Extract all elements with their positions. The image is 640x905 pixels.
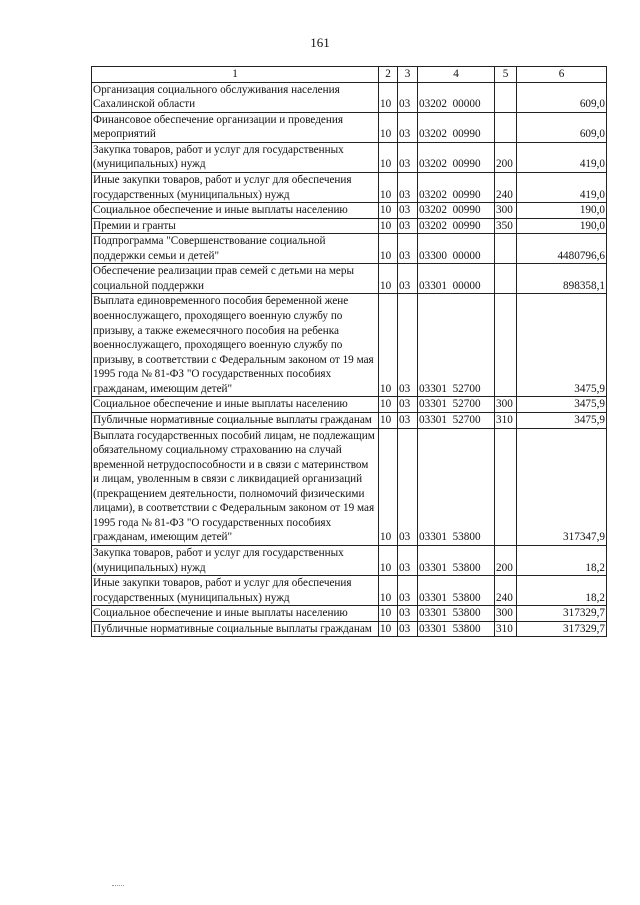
row-subsection-code: 03 [398,264,418,294]
row-section-code: 10 [379,621,398,637]
column-header: 4 [418,67,495,83]
row-expense-type-code: 240 [495,172,517,202]
row-amount: 190,0 [517,203,607,219]
row-amount: 317329,7 [517,621,607,637]
row-target-article-code: 03202 00990 [418,142,495,172]
row-target-article-code: 03301 53800 [418,546,495,576]
row-section-code: 10 [379,82,398,112]
table-row [92,218,607,234]
row-subsection-code: 03 [398,203,418,219]
row-amount: 317329,7 [517,606,607,622]
row-target-article-code: 03300 00000 [418,234,495,264]
row-description: Подпрограмма "Совершенствование социальной поддержки семьи и детей" [92,234,379,264]
row-target-article-code: 03301 00000 [418,264,495,294]
row-description: Обеспечение реализации прав семей с детьми на меры социальной поддержки [92,264,379,294]
table-row [92,172,607,202]
row-section-code: 10 [379,412,398,428]
row-amount: 609,0 [517,82,607,112]
row-subsection-code: 03 [398,428,418,546]
row-expense-type-code: 310 [495,412,517,428]
row-expense-type-code: 310 [495,621,517,637]
row-section-code: 10 [379,606,398,622]
row-section-code: 10 [379,218,398,234]
table-row [92,294,607,397]
row-target-article-code: 03202 00990 [418,172,495,202]
stray-mark [112,883,124,886]
row-expense-type-code [495,264,517,294]
table-row [92,397,607,413]
row-section-code: 10 [379,428,398,546]
row-subsection-code: 03 [398,412,418,428]
row-description: Публичные нормативные социальные выплаты гражданам [92,412,379,428]
row-target-article-code: 03301 52700 [418,397,495,413]
row-section-code: 10 [379,264,398,294]
row-section-code: 10 [379,142,398,172]
row-description: Финансовое обеспечение организации и проведения мероприятий [92,112,379,142]
row-expense-type-code: 200 [495,546,517,576]
row-amount: 4480796,6 [517,234,607,264]
row-subsection-code: 03 [398,172,418,202]
row-target-article-code: 03301 53800 [418,428,495,546]
table-row [92,428,607,546]
row-amount: 18,2 [517,546,607,576]
row-amount: 419,0 [517,172,607,202]
row-section-code: 10 [379,294,398,397]
row-target-article-code: 03202 00990 [418,112,495,142]
row-expense-type-code: 200 [495,142,517,172]
row-target-article-code: 03202 00000 [418,82,495,112]
row-target-article-code: 03301 53800 [418,576,495,606]
row-subsection-code: 03 [398,621,418,637]
row-description: Социальное обеспечение и иные выплаты населению [92,606,379,622]
row-subsection-code: 03 [398,218,418,234]
row-description: Выплата государственных пособий лицам, не подлежащим обязательному социальному страхованию на случай временной нетрудоспособности и в связи с материнством и лицам, уволенным в связи с ликвидацией организаций (прекращением деятельности, полномочий физическими лицами), в соответствии с Федеральным законом от 19 мая 1995 года № 81-ФЗ "О государственных пособиях гражданам, имеющим детей" [92,428,379,546]
table-row [92,606,607,622]
row-description: Иные закупки товаров, работ и услуг для обеспечения государственных (муниципальных) нужд [92,172,379,202]
column-header: 5 [495,67,517,83]
row-subsection-code: 03 [398,576,418,606]
table-row [92,203,607,219]
row-target-article-code: 03202 00990 [418,218,495,234]
row-section-code: 10 [379,172,398,202]
table-row [92,82,607,112]
row-target-article-code: 03301 52700 [418,294,495,397]
row-expense-type-code: 300 [495,606,517,622]
row-expense-type-code [495,428,517,546]
row-subsection-code: 03 [398,142,418,172]
row-target-article-code: 03202 00990 [418,203,495,219]
table-row [92,546,607,576]
table-row [92,112,607,142]
row-expense-type-code [495,112,517,142]
row-section-code: 10 [379,576,398,606]
row-amount: 419,0 [517,142,607,172]
row-subsection-code: 03 [398,82,418,112]
column-header: 6 [517,67,607,83]
row-amount: 18,2 [517,576,607,606]
row-description: Публичные нормативные социальные выплаты гражданам [92,621,379,637]
table-row [92,264,607,294]
row-section-code: 10 [379,546,398,576]
row-expense-type-code [495,294,517,397]
table-header-row [92,67,607,83]
row-expense-type-code [495,234,517,264]
row-description: Закупка товаров, работ и услуг для государственных (муниципальных) нужд [92,546,379,576]
table-row [92,621,607,637]
column-header: 3 [398,67,418,83]
row-expense-type-code: 300 [495,397,517,413]
row-description: Выплата единовременного пособия беременной жене военнослужащего, проходящего военную службу по призыву, а также ежемесячного пособия на ребенка военнослужащего, проходящего военную службу по призыву, в соответствии с Федеральным законом от 19 мая 1995 года № 81-ФЗ "О государственных пособиях гражданам, имеющим детей" [92,294,379,397]
row-target-article-code: 03301 52700 [418,412,495,428]
row-amount: 317347,9 [517,428,607,546]
table-row [92,234,607,264]
row-subsection-code: 03 [398,112,418,142]
row-amount: 3475,9 [517,397,607,413]
page-number: 161 [310,35,330,50]
row-subsection-code: 03 [398,546,418,576]
row-amount: 609,0 [517,112,607,142]
row-section-code: 10 [379,397,398,413]
row-subsection-code: 03 [398,234,418,264]
row-section-code: 10 [379,234,398,264]
table-row [92,142,607,172]
row-description: Премии и гранты [92,218,379,234]
row-subsection-code: 03 [398,397,418,413]
row-expense-type-code: 300 [495,203,517,219]
row-subsection-code: 03 [398,294,418,397]
row-amount: 898358,1 [517,264,607,294]
row-description: Организация социального обслуживания населения Сахалинской области [92,82,379,112]
column-header: 1 [92,67,379,83]
row-expense-type-code [495,82,517,112]
row-description: Закупка товаров, работ и услуг для государственных (муниципальных) нужд [92,142,379,172]
budget-table [91,66,607,637]
row-expense-type-code: 350 [495,218,517,234]
row-target-article-code: 03301 53800 [418,606,495,622]
table-row [92,412,607,428]
table-row [92,576,607,606]
row-target-article-code: 03301 53800 [418,621,495,637]
row-amount: 3475,9 [517,294,607,397]
row-section-code: 10 [379,112,398,142]
row-description: Иные закупки товаров, работ и услуг для обеспечения государственных (муниципальных) нужд [92,576,379,606]
row-amount: 190,0 [517,218,607,234]
row-amount: 3475,9 [517,412,607,428]
row-subsection-code: 03 [398,606,418,622]
table-body [92,82,607,637]
row-section-code: 10 [379,203,398,219]
column-header: 2 [379,67,398,83]
row-description: Социальное обеспечение и иные выплаты населению [92,203,379,219]
row-expense-type-code: 240 [495,576,517,606]
row-description: Социальное обеспечение и иные выплаты населению [92,397,379,413]
